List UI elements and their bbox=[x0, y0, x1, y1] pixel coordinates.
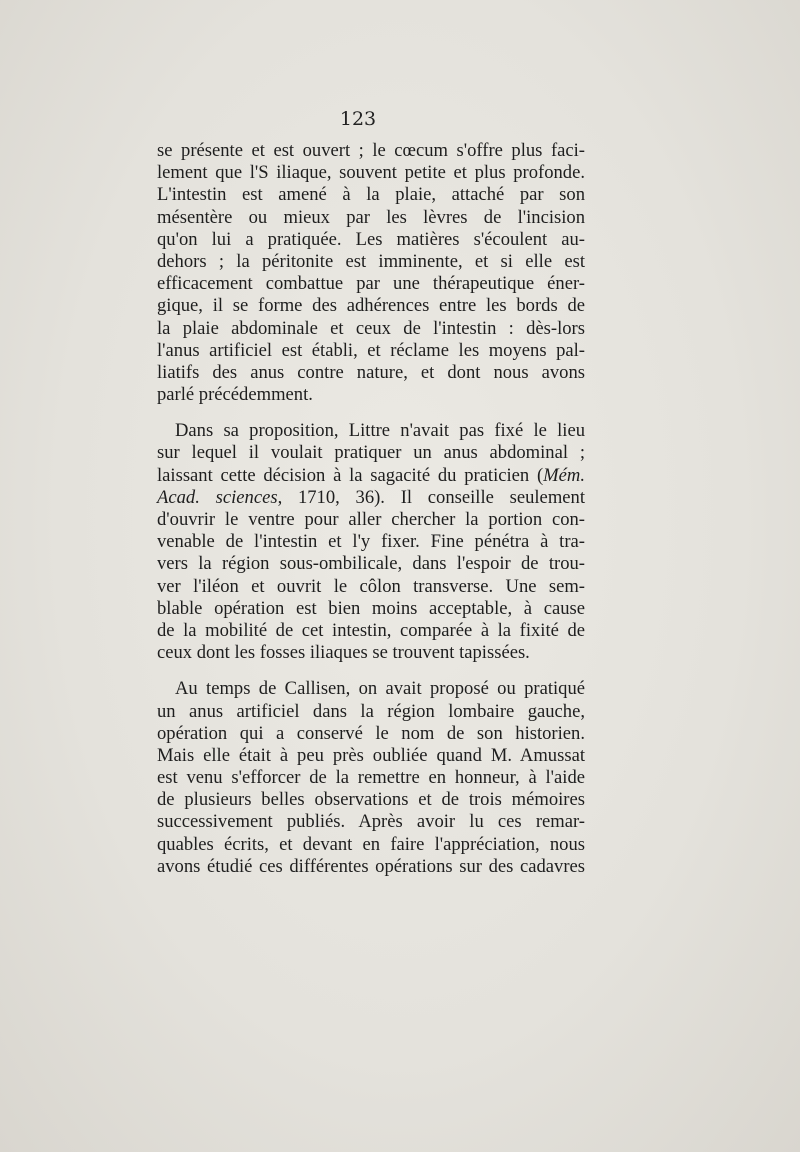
text-line: est venu s'efforcer de la remettre en honneur, à l'aide bbox=[157, 767, 585, 789]
text-line: Dans sa proposition, Littre n'avait pas fixé le lieu bbox=[175, 420, 585, 442]
text-line: d'ouvrir le ventre pour aller chercher la portion con- bbox=[157, 509, 585, 530]
italic-run: Mém. bbox=[543, 464, 585, 486]
text-line: successivement publiés. Après avoir lu ces remar- bbox=[157, 811, 585, 833]
text-line: de plusieurs belles observations et de trois mémoires bbox=[157, 789, 585, 811]
text-line: gique, il se forme des adhérences entre les bords de bbox=[157, 295, 585, 317]
text-line: l'anus artificiel est établi, et réclame les moyens pal- bbox=[157, 339, 585, 361]
text-line: opération qui a conservé le nom de son historien. bbox=[157, 722, 585, 744]
text-line: blable opération est bien moins acceptable, à cause bbox=[157, 597, 585, 619]
italic-run: sciences bbox=[215, 486, 278, 508]
text-line: qu'on lui a pratiquée. Les matières s'écoulent au- bbox=[157, 228, 585, 250]
text-line: efficacement combattue par une thérapeutique éner- bbox=[157, 273, 585, 295]
text-line: liatifs des anus contre nature, et dont nous avons bbox=[157, 361, 585, 383]
body-text bbox=[157, 140, 585, 878]
text-line: ver l'iléon et ouvrit le côlon transverse. Une sem- bbox=[157, 575, 585, 597]
text-line: Mais elle était à peu près oubliée quand M. Amussat bbox=[157, 744, 585, 766]
text-run: , 1710, 36). Il conseille seulement bbox=[277, 486, 585, 508]
text-line: ceux dont les fosses iliaques se trouvent tapissées. bbox=[157, 642, 530, 664]
text-line: mésentère ou mieux par les lèvres de l'incision bbox=[157, 206, 585, 228]
text-line: L'intestin est amené à la plaie, attaché par son bbox=[157, 184, 585, 206]
text-line: lement que l'S iliaque, souvent petite et plus profonde. bbox=[157, 162, 585, 184]
text-line bbox=[157, 465, 585, 487]
text-line: sur lequel il voulait pratiquer un anus abdominal ; bbox=[157, 442, 585, 464]
text-line: se présente et est ouvert ; le cœcum s'offre plus faci- bbox=[157, 140, 585, 161]
text-line: parlé précédemment. bbox=[157, 384, 313, 406]
text-line bbox=[157, 487, 585, 509]
paragraph-gap bbox=[157, 664, 585, 678]
italic-run: Acad. bbox=[157, 486, 200, 508]
text-run: laissant cette décision à la sagacité du praticien ( bbox=[157, 464, 544, 486]
text-line: un anus artificiel dans la région lombaire gauche, bbox=[157, 700, 585, 722]
text-line: vers la région sous-ombilicale, dans l'espoir de trou- bbox=[157, 553, 585, 575]
paragraph-gap bbox=[157, 406, 585, 420]
text-line: quables écrits, et devant en faire l'appréciation, nous bbox=[157, 833, 585, 855]
text-line: Au temps de Callisen, on avait proposé ou pratiqué bbox=[175, 678, 585, 700]
text-line: dehors ; la péritonite est imminente, et si elle est bbox=[157, 250, 585, 272]
page-number: 123 bbox=[339, 108, 377, 130]
text-line: la plaie abdominale et ceux de l'intestin : dès-lors bbox=[157, 317, 585, 339]
text-line: de la mobilité de cet intestin, comparée à la fixité de bbox=[157, 619, 585, 641]
text-line: venable de l'intestin et l'y fixer. Fine pénétra à tra- bbox=[157, 531, 585, 553]
text-line: avons étudié ces différentes opérations sur des cadavres bbox=[157, 855, 585, 877]
